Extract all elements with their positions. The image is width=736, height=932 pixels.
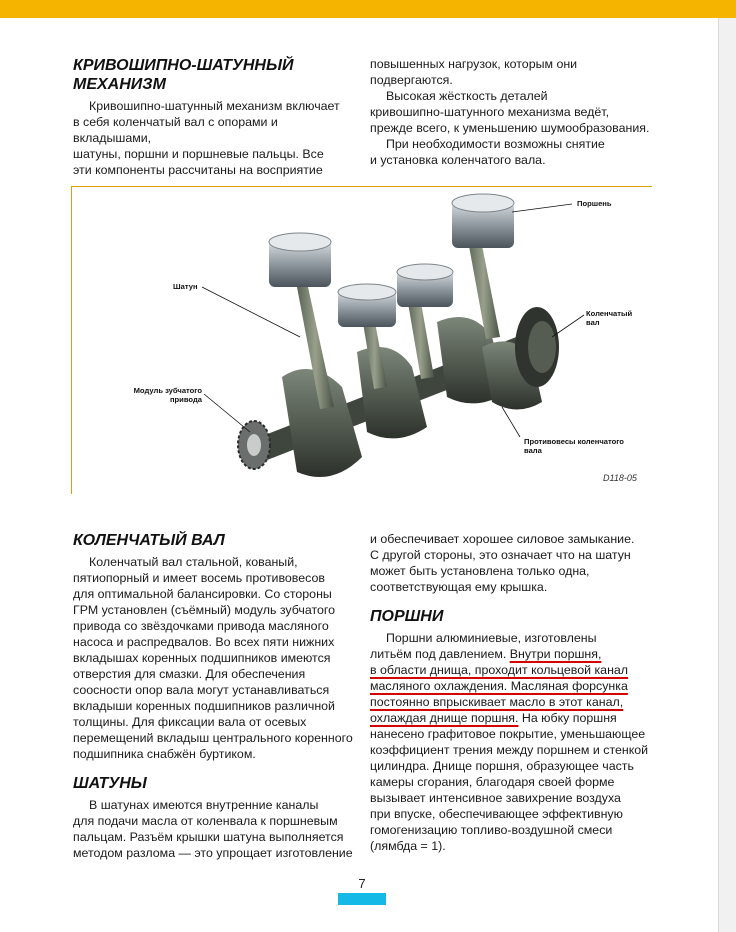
text-line: кривошипно-шатунного механизма ведёт, bbox=[370, 105, 610, 119]
text-line: соответствующая ему крышка. bbox=[370, 580, 548, 594]
top-accent-bar bbox=[0, 0, 736, 18]
page-edge bbox=[718, 18, 736, 932]
text-line bbox=[370, 646, 660, 662]
text-line: для оптимальной балансировки. Со стороны bbox=[73, 587, 332, 601]
page-number-tab bbox=[338, 893, 386, 905]
heading-line: МЕХАНИЗМ bbox=[73, 76, 166, 93]
text-line: (лямбда = 1). bbox=[370, 839, 446, 853]
text-line: Кривошипно-шатунный механизм включает bbox=[89, 99, 340, 113]
piston-shape bbox=[269, 233, 331, 287]
text-line: пятиопорный и имеет восемь противовесов bbox=[73, 571, 325, 585]
text-line: и установка коленчатого вала. bbox=[370, 153, 546, 167]
label-line: вала bbox=[524, 446, 542, 455]
text-line: может быть установлена только одна, bbox=[370, 564, 590, 578]
text-span: На юбку поршня bbox=[518, 711, 617, 725]
figure-id: D118-05 bbox=[603, 473, 637, 483]
section-heading-pistons: ПОРШНИ bbox=[370, 608, 444, 625]
leader-line bbox=[552, 315, 584, 337]
section-heading-conrods: ШАТУНЫ bbox=[73, 775, 147, 792]
text-line: перемещений вкладыш центрального коренного bbox=[73, 731, 353, 745]
label-counterweights bbox=[524, 437, 624, 455]
leader-line bbox=[204, 394, 250, 432]
text-line: толщины. Для фиксации вала от осевых bbox=[73, 715, 307, 729]
text-line: для подачи масла от коленвала к поршневым bbox=[73, 814, 338, 828]
label-crankshaft bbox=[586, 309, 632, 327]
text-line: пальцам. Разъём крышки шатуна выполняется bbox=[73, 830, 344, 844]
text-line: Высокая жёсткость деталей bbox=[386, 89, 548, 103]
text-line: подшипника снабжён буртиком. bbox=[73, 747, 256, 761]
highlighted-text: охлаждая днище поршня. bbox=[370, 711, 519, 725]
highlighted-text: постоянно впрыскивает масло в этот канал, bbox=[370, 695, 624, 709]
text-line bbox=[370, 694, 660, 710]
label-line: Противовесы коленчатого bbox=[524, 437, 624, 446]
label-piston: Поршень bbox=[577, 199, 612, 208]
text-line: соосности опор вала могут устанавливаться bbox=[73, 683, 330, 697]
text-line: ГРМ установлен (съёмный) модуль зубчатого bbox=[73, 603, 336, 617]
text-line: Поршни алюминиевые, изготовлены bbox=[386, 631, 597, 645]
text-line: С другой стороны, это означает что на шатун bbox=[370, 548, 631, 562]
text-line bbox=[370, 678, 660, 694]
text-line: гомогенизацию топливо-воздушной смеси bbox=[370, 823, 613, 837]
crank-mechanism-figure bbox=[71, 186, 652, 494]
intro-column-left bbox=[73, 56, 358, 178]
text-line: камеры сгорания, благодаря своей форме bbox=[370, 775, 615, 789]
text-line: вкладышах коренных подшипников имеются bbox=[73, 651, 331, 665]
text-span: литьём под давлением. bbox=[370, 647, 510, 661]
right-column-lower bbox=[370, 531, 660, 854]
text-line: вызывает интенсивное завихрение воздуха bbox=[370, 791, 621, 805]
text-line: прежде всего, к уменьшению шумообразования. bbox=[370, 121, 650, 135]
label-conrod: Шатун bbox=[173, 282, 198, 291]
label-line: Модуль зубчатого bbox=[133, 386, 202, 395]
text-line bbox=[370, 710, 660, 726]
leader-line bbox=[502, 407, 520, 437]
leader-line bbox=[512, 204, 572, 212]
counterweight-shape bbox=[357, 347, 427, 438]
leader-line bbox=[202, 287, 300, 337]
text-line: при впуске, обеспечивающее эффективную bbox=[370, 807, 623, 821]
text-line: При необходимости возможны снятие bbox=[386, 137, 605, 151]
section-heading-mechanism bbox=[73, 56, 358, 94]
text-line: отверстия для смазки. Для обеспечения bbox=[73, 667, 306, 681]
text-line: повышенных нагрузок, которым они bbox=[370, 57, 578, 71]
heading-line: КРИВОШИПНО-ШАТУННЫЙ bbox=[73, 57, 294, 74]
text-line bbox=[370, 662, 660, 678]
piston-shape bbox=[452, 194, 514, 248]
text-line: эти компоненты рассчитаны на восприятие bbox=[73, 163, 323, 177]
highlighted-text: Внутри поршня, bbox=[509, 647, 602, 661]
label-line: Коленчатый bbox=[586, 309, 633, 318]
text-line: насоса и распредвалов. Во всех пяти нижних bbox=[73, 635, 335, 649]
text-line: подвергаются. bbox=[370, 73, 453, 87]
text-line: вкладыши коренных подшипников различной bbox=[73, 699, 335, 713]
crankshaft-section bbox=[73, 531, 363, 861]
text-line: привода со звёздочками привода масляного bbox=[73, 619, 329, 633]
label-line: привода bbox=[169, 395, 202, 404]
highlighted-text: в области днища, проходит кольцевой канал bbox=[370, 663, 629, 677]
text-line: в себя коленчатый вал с опорами и вкладышами, bbox=[73, 115, 278, 145]
piston-shape bbox=[397, 264, 453, 307]
highlighted-text: масляного охлаждения. Масляная форсунка bbox=[370, 679, 628, 693]
text-line: и обеспечивает хорошее силовое замыкание. bbox=[370, 532, 635, 546]
label-gear-module bbox=[120, 386, 202, 404]
text-line: коэффициент трения между поршнем и стенкой bbox=[370, 743, 649, 757]
intro-column-right bbox=[370, 56, 655, 168]
label-line: вал bbox=[586, 318, 600, 327]
text-line: нанесено графитовое покрытие, уменьшающее bbox=[370, 727, 646, 741]
text-line: шатуны, поршни и поршневые пальцы. Все bbox=[73, 147, 324, 161]
text-line: методом разлома — это упрощает изготовление bbox=[73, 846, 353, 860]
piston-shape bbox=[338, 284, 396, 327]
text-line: Коленчатый вал стальной, кованый, bbox=[89, 555, 298, 569]
text-line: цилиндра. Днище поршня, образующее часть bbox=[370, 759, 634, 773]
section-heading-crankshaft: КОЛЕНЧАТЫЙ ВАЛ bbox=[73, 532, 225, 549]
text-line: В шатунах имеются внутренние каналы bbox=[89, 798, 319, 812]
page-number: 7 bbox=[358, 876, 366, 891]
